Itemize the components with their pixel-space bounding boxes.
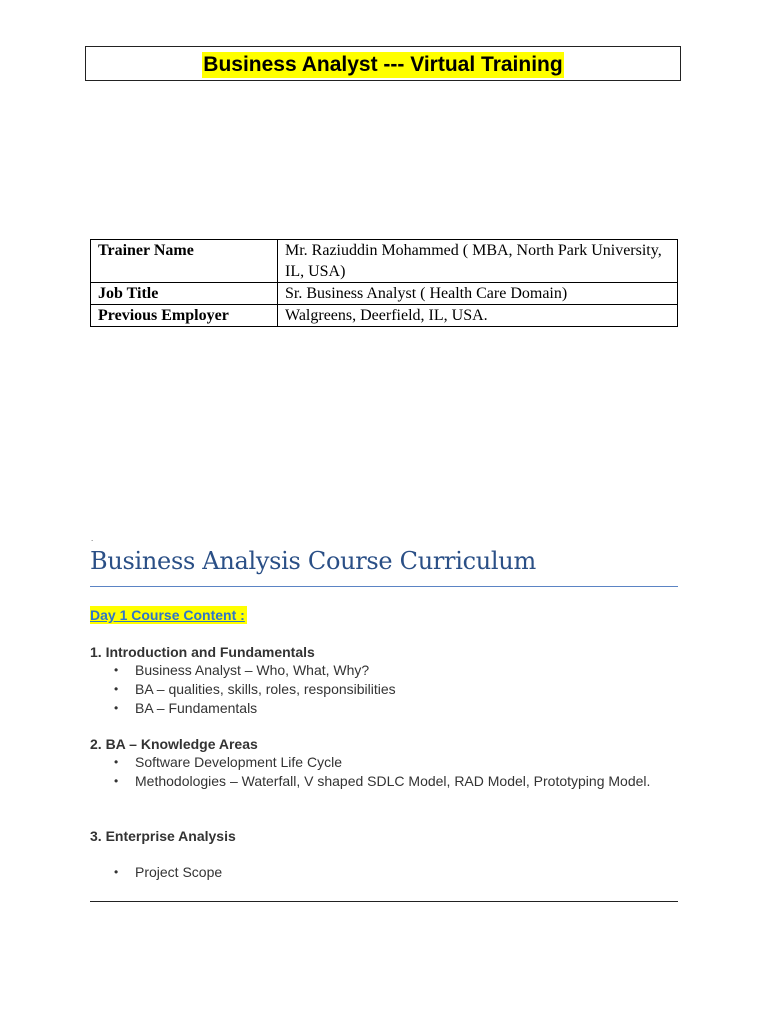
bullet-icon: •: [114, 682, 119, 696]
heading-divider: [90, 586, 678, 587]
section-title: 3. Enterprise Analysis: [90, 828, 236, 844]
title-box: [85, 46, 681, 81]
row-value: Sr. Business Analyst ( Health Care Domain): [278, 283, 678, 305]
list-item-text: Project Scope: [135, 864, 223, 880]
trainer-info-table: [90, 239, 678, 327]
table-row: [91, 305, 678, 327]
bullet-icon: •: [114, 701, 119, 715]
bullet-icon: •: [114, 755, 119, 769]
table-row: [91, 283, 678, 305]
list-item-text: BA – qualities, skills, roles, responsibilities: [135, 681, 396, 697]
list-item-text: Software Development Life Cycle: [135, 754, 342, 770]
table-row: [91, 240, 678, 283]
row-label: Previous Employer: [91, 305, 278, 327]
list-item: [90, 772, 660, 791]
bullet-icon: •: [114, 774, 119, 788]
curriculum-heading: Business Analysis Course Curriculum: [90, 547, 536, 575]
list-item-text: BA – Fundamentals: [135, 700, 258, 716]
section-marker: .: [91, 534, 94, 543]
section-title: 2. BA – Knowledge Areas: [90, 736, 258, 752]
list-item-text: Business Analyst – Who, What, Why?: [135, 662, 370, 678]
section-list: [90, 661, 660, 718]
bullet-icon: •: [114, 865, 119, 879]
row-value: Mr. Raziuddin Mohammed ( MBA, North Park University, IL, USA): [278, 240, 678, 283]
section-title: 1. Introduction and Fundamentals: [90, 644, 315, 660]
list-item: [90, 753, 660, 772]
bottom-divider: [90, 901, 678, 902]
list-item-text: Methodologies – Waterfall, V shaped SDLC Model, RAD Model, Prototyping Model.: [135, 773, 651, 789]
list-item: [90, 661, 660, 680]
page-title: Business Analyst --- Virtual Training: [203, 53, 563, 76]
section-list: [90, 863, 660, 882]
day-label: Day 1 Course Content :: [90, 607, 245, 623]
list-item: [90, 699, 660, 718]
row-label: Job Title: [91, 283, 278, 305]
row-label: Trainer Name: [91, 240, 278, 283]
bullet-icon: •: [114, 663, 119, 677]
section-list: [90, 753, 660, 791]
row-value: Walgreens, Deerfield, IL, USA.: [278, 305, 678, 327]
list-item: [90, 680, 660, 699]
list-item: [90, 863, 660, 882]
